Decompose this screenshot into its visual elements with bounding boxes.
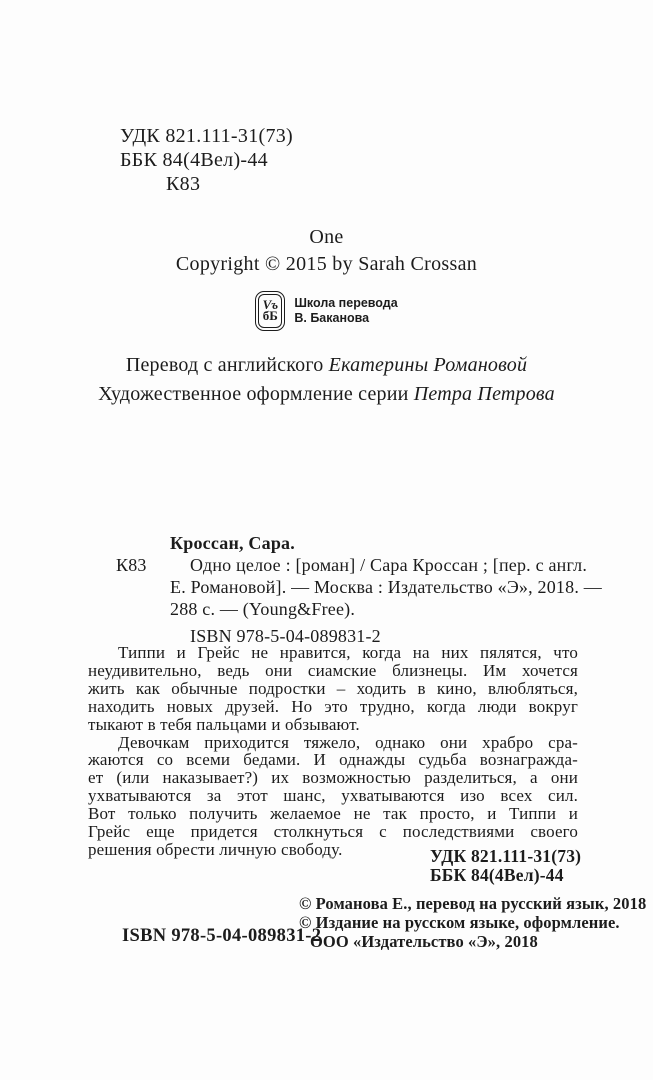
monogram-bottom: бБ [262,308,278,323]
annotation-block [88,644,578,859]
logo-monogram [258,294,282,328]
annotation-line: ухватываются за этот шанс, ухватываются изо всех сил. [88,786,578,806]
logo-text [294,296,397,326]
catalog-line: 288 с. — (Young&Free). [170,599,356,619]
bbk-code: ББК 84(4Вел)-44 [120,149,268,171]
catalog-line: Е. Романовой]. — Москва : Издательство «Э», 2018. — [170,577,602,597]
annotation-line: Вот только получить желаемое не так просто, и Типпи и [88,804,578,824]
copyright-translation: © Романова Е., перевод на русский язык, 2018 [299,894,647,913]
annotation-line: находить новых друзей. Но это трудно, когда люди вокруг [88,696,578,716]
annotation-line: жить как обычные подростки – ходить в кино, влюбляться, [88,678,578,698]
annotation-line: тыкают в тебя пальцами и обзывают. [88,714,360,734]
annotation-line: решения обрести личную свободу. [88,839,343,859]
translation-credit [0,351,653,380]
top-bibliographic-codes [120,124,293,196]
isbn-bottom: ISBN 978-5-04-089831-2 [122,926,322,946]
annotation-line: жаются со всеми бедами. И однажды судьба вознагражда- [88,750,578,770]
logo-badge-icon [255,291,285,331]
annotation-line: Грейс еще придется столкнуться с последствиями своего [88,822,578,842]
bbk-code-bottom: ББК 84(4Вел)-44 [430,864,564,885]
catalog-author-sign: К83 [116,555,147,575]
udk-code: УДК 821.111-31(73) [120,125,294,147]
publisher-line: ООО «Издательство «Э», 2018 [310,931,538,951]
logo-name-line2: В. Баканова [294,311,370,325]
original-title: One [309,226,344,248]
design-credit [0,380,653,409]
catalog-entry [170,532,602,647]
udk-code-bottom: УДК 821.111-31(73) [430,846,582,866]
author-sign-code: К83 [166,173,201,195]
catalog-author: Кроссан, Сара. [170,533,295,553]
original-copyright: Copyright © 2015 by Sarah Crossan [175,253,478,275]
annotation-line: Девочкам приходится тяжело, однако они храбро сра- [118,732,578,752]
designer-name: Петра Петрова [413,382,555,405]
annotation-line: Типпи и Грейс не нравится, когда на них пялятся, что [118,643,578,662]
translation-school-logo [0,286,653,336]
catalog-line: Одно целое : [роман] / Сара Кроссан ; [пер. с англ. [190,555,588,575]
credits-block [0,351,653,408]
annotation-line: ет (или наказывает?) их возможностью разделиться, а они [88,768,578,788]
monogram-top: Vъ [262,297,279,312]
logo-name-line1: Школа перевода [294,296,398,310]
annotation-line: неудивительно, ведь они сиамские близнецы. Им хочется [88,660,578,680]
translation-credit-prefix: Перевод с английского [125,354,329,376]
bottom-bibliographic-codes [430,847,581,884]
original-edition-info [0,224,653,278]
translator-name: Екатерины Романовой [328,354,528,376]
design-credit-prefix: Художественное оформление серии [98,382,414,405]
copyright-edition: © Издание на русском языке, оформление. [299,912,620,932]
catalog-isbn: ISBN 978-5-04-089831-2 [190,626,381,646]
copyright-block [299,895,646,951]
